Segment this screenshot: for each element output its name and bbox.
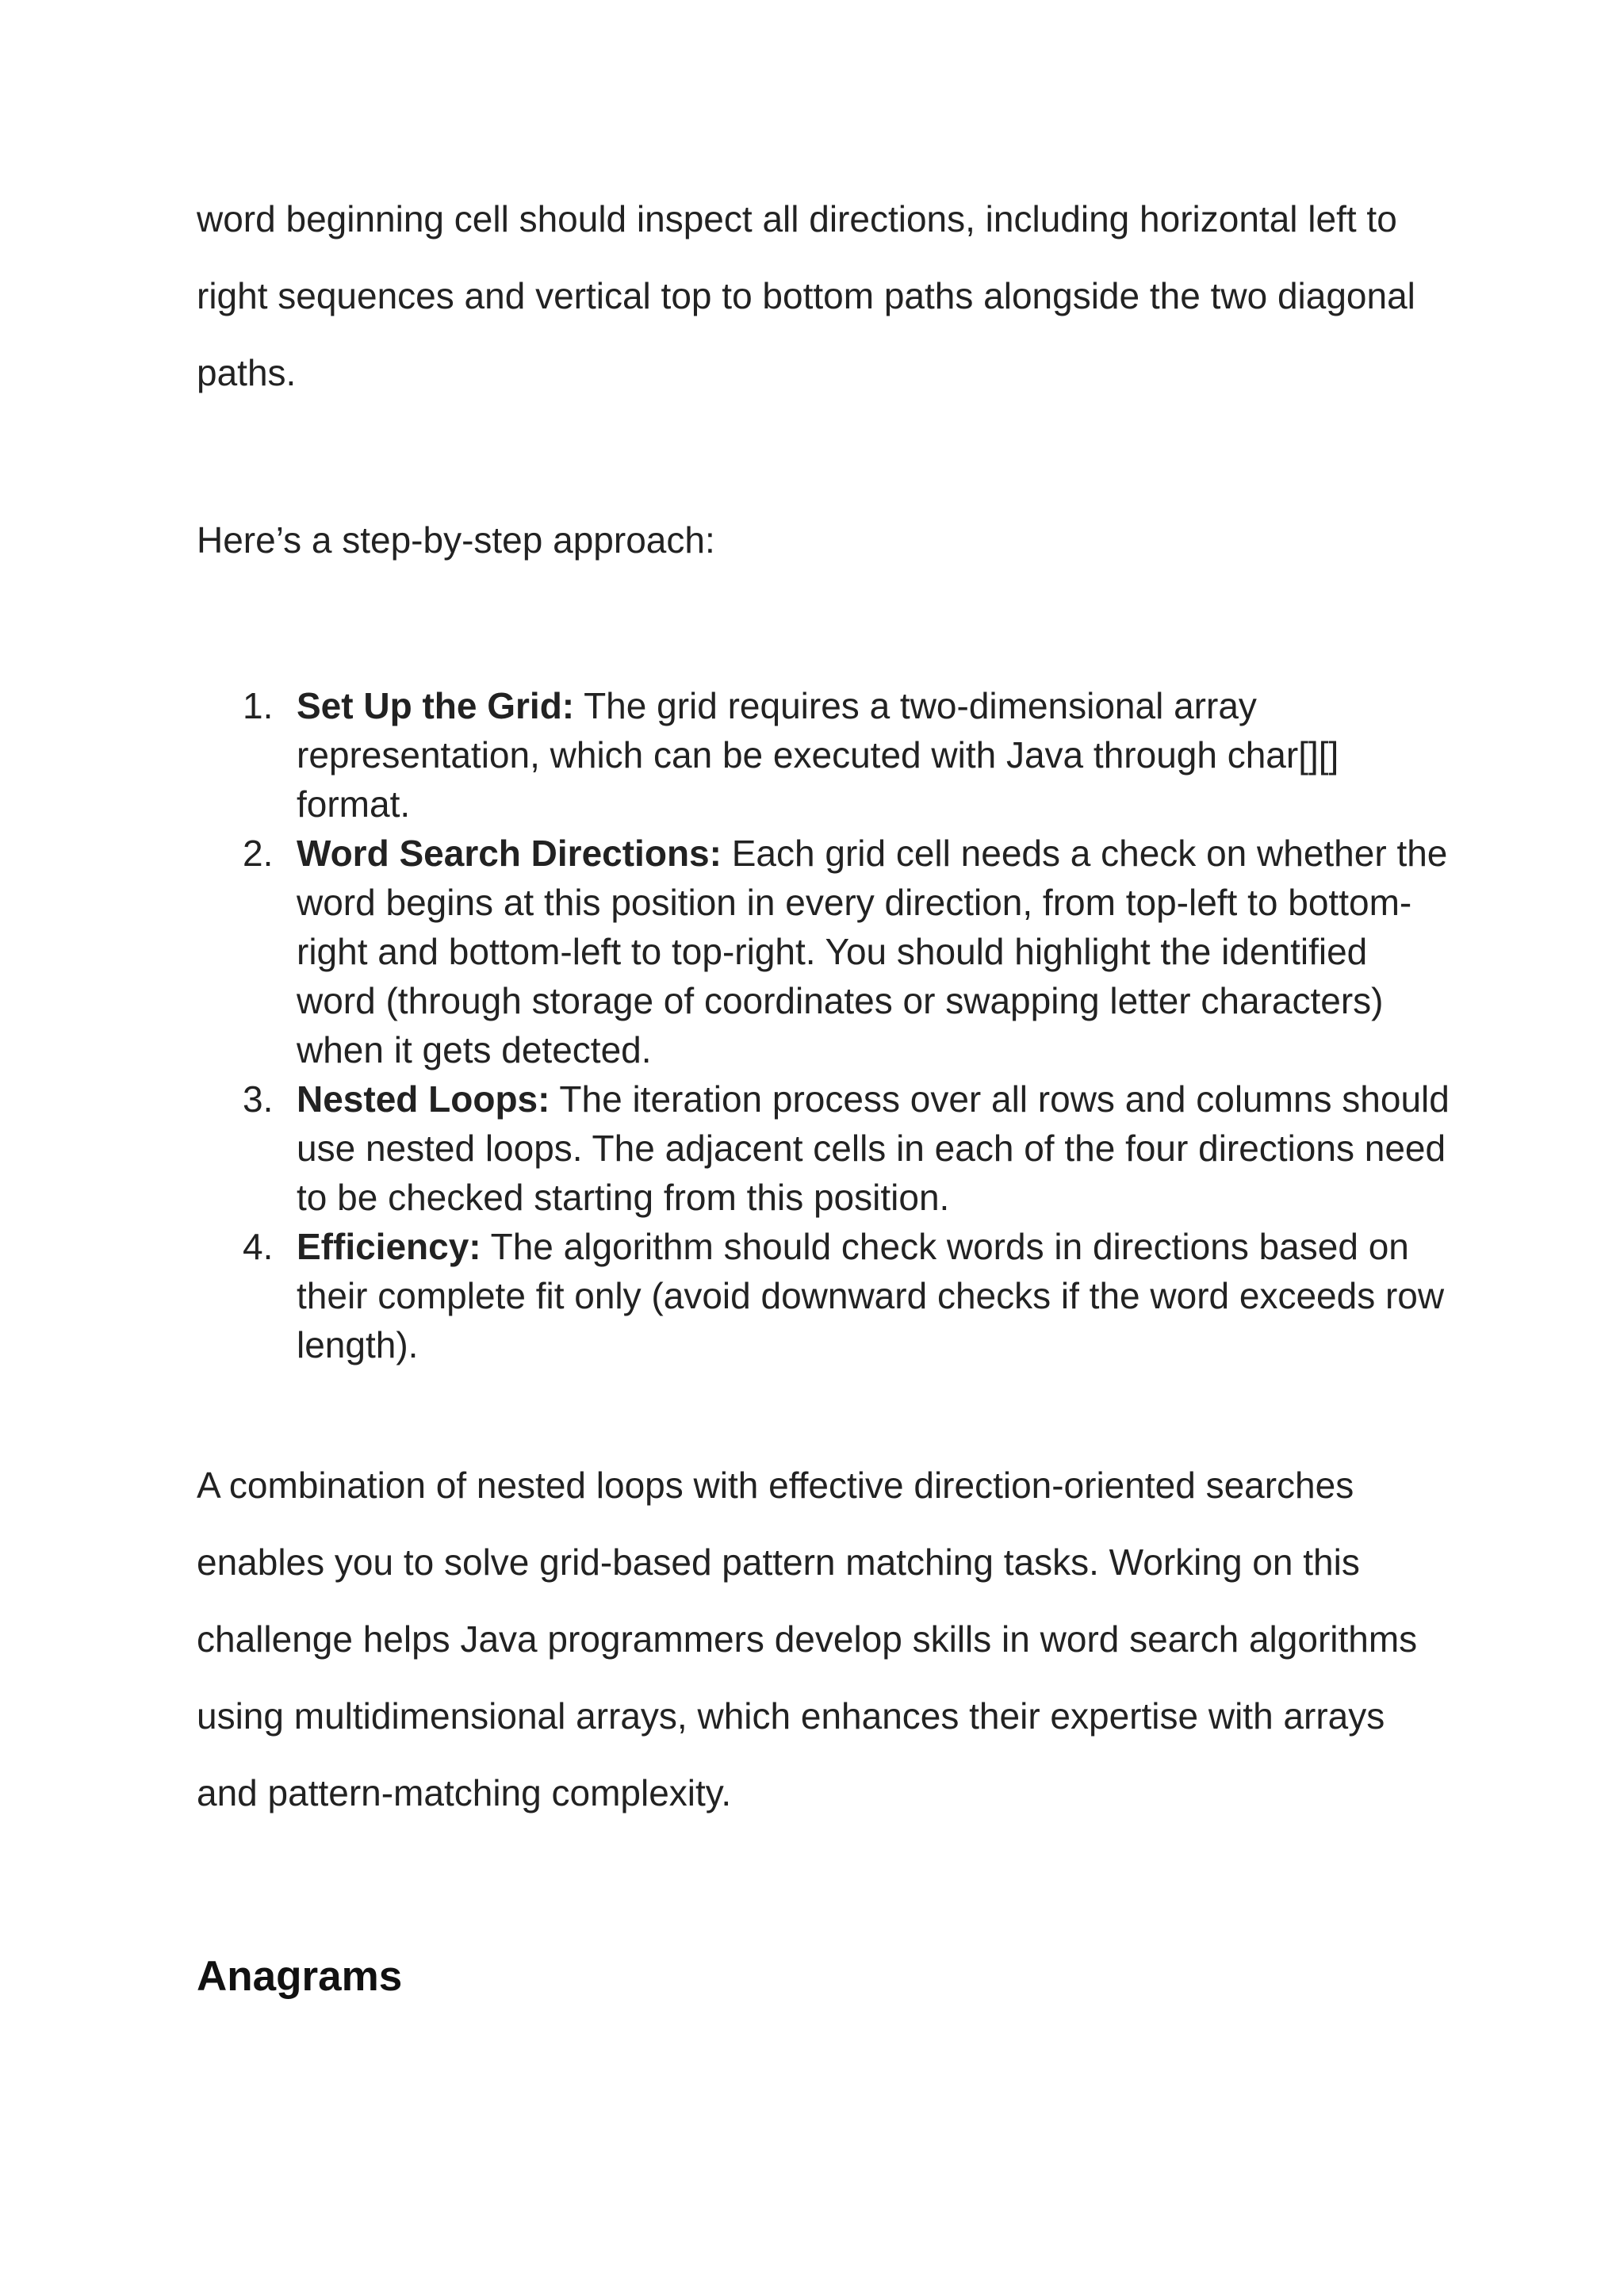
list-item-text: The grid requires a two-dimensional array representation, which can be executed with Java through char[][] format. — [297, 685, 1339, 825]
list-item-number: 3. — [243, 1078, 274, 1120]
list-item-text: Each grid cell needs a check on whether the word begins at this position in every direction, from top-left to bottom-right and bottom-left to top-right. You should highlight the identified word (through storage of coordinates or swapping letter characters) when it gets detected. — [297, 833, 1448, 1070]
list-item-title: Efficiency: — [297, 1226, 481, 1267]
approach-paragraph: Here’s a step-by-step approach: — [197, 519, 715, 561]
steps-list — [197, 681, 1450, 1369]
intro-paragraph: word beginning cell should inspect all directions, including horizontal left to right sequences and vertical top to bottom paths alongside the two diagonal paths. — [197, 198, 1415, 393]
list-item — [197, 1074, 1450, 1222]
conclusion-paragraph: A combination of nested loops with effective direction-oriented searches enables you to solve grid-based pattern matching tasks. Working on this challenge helps Java programmers develop skills in word search algorithms using multidimensional arrays, which enhances their expertise with arrays and pattern-matching complexity. — [197, 1465, 1418, 1813]
list-item-title: Set Up the Grid: — [297, 685, 575, 726]
list-item-number: 4. — [243, 1226, 274, 1267]
list-item-number: 2. — [243, 833, 274, 874]
section-heading: Anagrams — [197, 1953, 403, 2000]
list-item-number: 1. — [243, 685, 274, 726]
list-item — [197, 1222, 1450, 1369]
list-item-title: Word Search Directions: — [297, 833, 722, 874]
list-item-text: The algorithm should check words in directions based on their complete fit only (avoid downward checks if the word exceeds row length). — [297, 1226, 1445, 1365]
list-item-title: Nested Loops: — [297, 1078, 550, 1120]
list-item — [197, 681, 1450, 829]
list-item — [197, 829, 1450, 1074]
list-item-text: The iteration process over all rows and columns should use nested loops. The adjacent cells in each of the four directions need to be checked starting from this position. — [297, 1078, 1450, 1218]
